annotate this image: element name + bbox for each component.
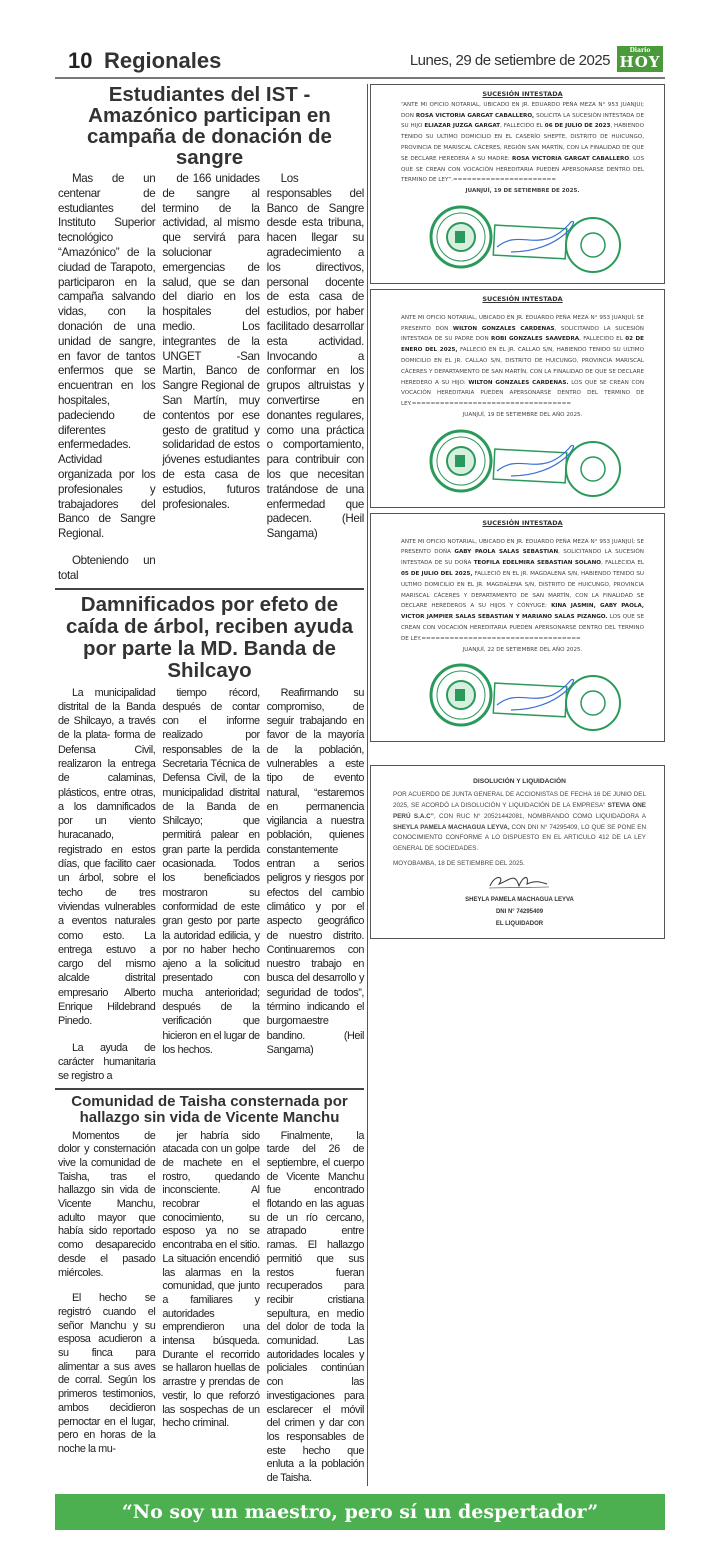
paragraph: Mas de un centenar de estudiantes del Instituto Superior tecnológico “Amazónico” de la ciudad de Tarapoto, participaron en la campaña salvando vidas, con la donación de una unidad de sangre, en favor de tantos enfermos que se encuentran en los hospitales, padeciendo de diferentes enfermedades. Actividad organizada por los profesionales y trabajadores del Banco de Sangre Regional. (58, 172, 156, 541)
article-divider (55, 1088, 364, 1090)
paragraph: La ayuda de carácter humanitaria se registro a (58, 1041, 156, 1083)
notary-round-seal-icon (566, 218, 620, 272)
article3-col (267, 1130, 364, 1486)
text: LOS QUE SE CREAN CON VOCACIÓN HEREDITARIA PUEDEN APERSONARSE DENTRO DEL TERMINO DE LEY.================================== (401, 614, 644, 642)
notice-body (401, 313, 644, 410)
paragraph: jer habría sido atacada con un golpe de machete en el rostro, quedando inconsciente. Al recobrar el conocimiento, su esposo ya no se encontraba en el sitio. La situación encendió las alarmas en la comunidad, que junto a familiares y autoridades emprendieron una intensa búsqueda. Durante el recorrido se hallaron huellas de arrastre y prendas de vestir, lo que reforzó las sospechas de un hecho criminal. (162, 1129, 260, 1430)
bold-text: SHEYLA PAMELA MACHAGUA LEYVA, (393, 823, 510, 831)
paragraph: tiempo récord, después de contar con el informe realizado por responsables de la Secretaria Técnica de Defensa Civil, de la municipalidad distrital de la Banda de Shilcayo; que permitirá palear en gran parte la perdida ocasionada. Todos los beneficiados mostraron su conformidad de este gran gesto por parte la autoridad edilicia, y por no haber hecho ajeno a la solicitud presentado con mucha anterioridad; después de la verificación que hicieron en el lugar de los hechos. (162, 686, 260, 1056)
notary-round-seal-icon (566, 442, 620, 496)
article3-col (58, 1130, 155, 1486)
notice-title: SUCESIÓN INTESTADA (482, 518, 563, 527)
article-divider (55, 588, 364, 590)
signature-icon (485, 870, 555, 892)
paragraph: Momentos de dolor y consternación vive la comunidad de Taisha, tras el hallazgo sin vida de Vicente Manchu, adulto mayor que había sido reportado como desaparecido desde el pasado miércoles. (58, 1129, 156, 1279)
logo-big-text: HOY (619, 53, 661, 71)
text: “ANTE MI OFICIO NOTARIAL, UBICADO EN JR. EDUARDO PEÑA MEZA N° 953 JUANJUI; DON (401, 101, 644, 119)
bold-text: ELIAZAR JUZGA GARGAT (424, 123, 501, 130)
notary-seal-icon (431, 665, 491, 725)
notice-place-date: JUANJUÍ, 19 DE SETIEMBRE DE 2025. (465, 188, 580, 195)
article3-col (162, 1130, 259, 1486)
notices-column (370, 84, 665, 939)
signer-role: EL LIQUIDADOR (495, 920, 544, 927)
article1-headline: Estudiantes del IST -Amazónico participan en campaña de donación de sangre (87, 83, 332, 169)
quote-banner: “No soy un maestro, pero sí un despertador” (55, 1494, 665, 1530)
notice-body (401, 537, 644, 645)
paragraph: Obteniendo un total (58, 553, 156, 582)
bold-text: ROSA VICTORIA GARGAT CABALLERO (512, 155, 630, 162)
legal-notice-3 (370, 513, 665, 743)
article1-col (58, 172, 155, 584)
text: , FALLECIDO EL (579, 336, 626, 343)
main-content (55, 84, 665, 1486)
notary-seal-icon (431, 431, 491, 491)
paragraph: Los responsables del Banco de Sangre desde esta tribuna, hacen llegar su agradecimiento a los directivos, personal docente de esta casa de estudios, por haber facilitado desarrollar esta actividad. Invocando a conformar en los grupos altruistas y convertirse en donantes regulares, como una práctica o comportamiento, para contribuir con los que necesitan tratándose de una enfermedad que padecen. (Heil Sangama) (266, 172, 364, 541)
text: FALLECIÓ EN EL JR. CALLAO S/N, HABIENDO TENIDO SU ULTIMO DOMICILIO EN EL JR. CALLAO S/N, DISTRITO DE HUICUNGO, PROVINCIA MARISCAL CÁCERES Y DEPARTAMENTO DE SAN MARTÍN, CON LA FINALIDAD DE QUE SE DECLARE HEREDERO A SU HIJO: (401, 347, 644, 386)
notary-stamps (371, 421, 666, 501)
notice-title: SUCESIÓN INTESTADA (482, 294, 563, 303)
dissolution-notice (370, 765, 665, 939)
paragraph: La municipalidad distrital de la Banda de Shilcayo, a través de la plata- forma de Defensa Civil, realizaron la entrega de calaminas, plásticos, entre otras, a los damnificados por un viento huracanado, registrado en estos días, que facilito caer un árbol, sobre el techo de tres viviendas vulnerables a eventos naturales como esto. La entrega estuvo a cargo del mismo alcalde distrital empresario Alberto Enrique Hildebrand Pinedo. (58, 686, 156, 1028)
text: FALLECIÓ EN EL JR. MAGDALENA S/N, HABIENDO TENIDO SU ULTIMO DOMICILIO EN EL JR. MAGDALENA S/N, DISTRITO DE HUICUNGO, PROVINCIA MARISCAL CÁCERES Y DEPARTAMENTO DE SAN MARTÍN, CON LA FINALIDAD SE DECLARE HEREDEROS A SU HIJOS Y CÓNYUGE: (401, 570, 644, 610)
bold-text: 02 DE ENERO DEL 2025, (401, 336, 644, 354)
issue-date: Lunes, 29 de setiembre de 2025 (409, 52, 610, 69)
bold-text: KINA JASMIN, GABY PAOLA, VICTOR JAMPIER SALAS SEBASTIAN Y MARIANO SALAS PIZANGO. (401, 603, 645, 621)
dissolution-title: DISOLUCIÓN Y LIQUIDACIÓN (473, 778, 566, 786)
article1-col (162, 172, 259, 584)
bold-text: ROBI GONZALES SAAVEDRA (491, 336, 580, 343)
bold-text: 06 DE JULIO DE 2023 (544, 123, 611, 130)
article1-col (267, 172, 364, 584)
news-column (55, 84, 368, 1486)
bold-text: WILTON GONZALES CARDENAS. (468, 379, 569, 386)
dissolution-place-date: MOYOBAMBA, 18 DE SETIEMBRE DEL 2025. (393, 860, 525, 868)
paragraph: de 166 unidades de sangre al termino de la actividad, al mismo que servirá para solucionar emergencias de salud, que se dan del diario en los hospitales del medio. Los integrantes de la UNGET -San Martin, Banco de Sangre Regional de San Martín, muy contentos por ese gesto de gratitud y solidaridad de estos jóvenes estudiantes de esta casa de estudios, futuros profesionales. (162, 172, 260, 511)
bold-text: GABY PAOLA SALAS SEBASTIAN (454, 549, 559, 556)
bold-text: 05 DE JULIO DEL 2025, (401, 570, 473, 577)
legal-notice-2 (370, 289, 665, 508)
notary-stamps (371, 197, 666, 277)
text: SOLICITA LA SUCESIÓN INTESTADA DE SU HIJO (401, 112, 644, 130)
notice-place-date: JUANJUÍ, 22 DE SETIEMBRE DEL AÑO 2025. (462, 646, 583, 653)
text: , SOLICITANDO LA SUCESIÓN INTESTADA DE SU PADRE DON (401, 325, 644, 343)
page-number: 10 (68, 48, 93, 73)
notice-text (401, 89, 644, 197)
notice-body (401, 100, 644, 186)
signer-name: SHEYLA PAMELA MACHAGUA LEYVA (465, 896, 574, 903)
text: ANTE MI OFICIO NOTARIAL, UBICADO EN JR. EDUARDO PEÑA MEZA N° 953 JUANJUÍ; SE PRESENTO DOÑA (401, 538, 644, 556)
article2-headline: Damnificados por efeto de caída de árbol, reciben ayuda por parte la MD. Banda de Shilcayo (65, 592, 354, 682)
section-title: Regionales (104, 48, 222, 73)
text: , CON RUC N° 20521442081, NOMBRANDO COMO LIQUIDADORA A (433, 812, 646, 820)
text: LOS QUE SE CREAN CON VOCACIÓN HEREDITARIA PUEDEN APERSONARSE DENTRO DEL TERMINO DE LEY.================================== (401, 379, 644, 408)
notice-text (401, 518, 644, 656)
paragraph: Reafirmando su compromiso, de seguir trabajando en favor de la mayoría de la población, vulnerables a este tipo de evento natural, “estaremos en permanencia vigilancia a nuestra población, quienes constantemente entran a serios peligros y riesgos por efectos del cambio climático y por el aspecto geográfico de nuestro distrito. Continuaremos con nuestro trabajo en busca del desarrollo y seguridad de todos”, término indicando el burgomaestre bandino. (Heil Sangama) (266, 686, 364, 1056)
text: , HABIENDO TENIDO SU ULTIMO DOMICILIO EN EL CASERÍO SHEPTE, DISTRITO DE HUICUNGO, PROVINCIA DE MARISCAL CÁCERES, REGIÓN SAN MARTÍN, CON LA FINALIDAD DE QUE SE DECLARE HEREDERA A SU MADRE: (401, 123, 644, 162)
text: CON DNI N° 74295409, LO QUE SE PONE EN CONOCIMIENTO CONFORME A LO DISPUESTO EN EL ARTICULO 412 DE LA LEY GENERAL DE SOCIEDADES. (393, 823, 646, 853)
article1-body (55, 172, 364, 584)
notice-place-date: JUANJUÍ, 19 DE SETIEMBRE DEL AÑO 2025. (462, 411, 583, 418)
logo-small-text: Diario (629, 47, 651, 54)
notary-stamps (371, 655, 666, 735)
bold-text: STEVIA ONE PERÚ S.A.C” (393, 802, 647, 820)
text: . LOS QUE SE CREAN CON VOCACIÓN HEREDITARIA PUEDEN APERSONARSE DENTRO DEL TERMINO DE LEY”.====================== (401, 155, 644, 184)
text: , FALLECIDA EL (601, 560, 644, 567)
notice-text (401, 294, 644, 421)
notary-name-stamp-icon (493, 221, 573, 258)
dissolution-text (393, 790, 646, 855)
notary-seal-icon (431, 207, 491, 267)
legal-notice-1 (370, 84, 665, 284)
bold-text: TEOFILA EDELMIRA SEBASTIAN SOLANO (473, 560, 602, 567)
text: , FALLECIDO EL (500, 123, 545, 130)
bold-text: WILTON GONZALES CARDENAS (452, 325, 555, 332)
article3-body (55, 1130, 364, 1486)
notice-title: SUCESIÓN INTESTADA (482, 90, 563, 98)
text: ANTE MI OFICIO NOTARIAL, UBICADO EN JR. EDUARDO PEÑA MEZA N° 953 JUANJUÍ; SE PRESENTO DON (401, 314, 644, 332)
text: POR ACUERDO DE JUNTA GENERAL DE ACCIONISTAS DE FECHA 16 DE JUNIO DEL 2025, SE ACORDÓ LA DISOLUCIÓN Y LIQUIDACIÓN DE LA EMPRESA“ (393, 791, 646, 810)
signer-dni: DNI N° 74295409 (495, 908, 544, 915)
paragraph: Finalmente, la tarde del 26 de septiembre, el cuerpo de Vicente Manchu fue encontrado flotando en las aguas de un río cercano, atrapado entre ramas. El hallazgo permitió que sus restos fueran recuperados para recibir cristiana sepultura, en medio del dolor de toda la comunidad. Las autoridades locales y policiales continúan con las investigaciones para esclarecer el móvil del crimen y dar con los responsables de este hecho que enluta a la población de Taisha. (266, 1129, 364, 1485)
text: , SOLICITANDO LA SUCESIÓN INTESTADA DE SU DOÑA (401, 549, 644, 567)
paragraph: El hecho se registró cuando el señor Manchu y su esposa acudieron a su finca para alimentar a sus aves de corral. Según los primeros testimonios, ambos decidieron pernoctar en el lugar, pero en horas de la noche la mu- (58, 1292, 156, 1455)
notary-name-stamp-icon (493, 445, 573, 482)
bold-text: ROSA VICTORIA GARGAT CABALLERO, (415, 112, 535, 119)
article3-headline: Comunidad de Taisha consternada por hallazgo sin vida de Vicente Manchu (71, 1092, 348, 1126)
notary-name-stamp-icon (493, 680, 573, 717)
notary-round-seal-icon (566, 676, 620, 730)
